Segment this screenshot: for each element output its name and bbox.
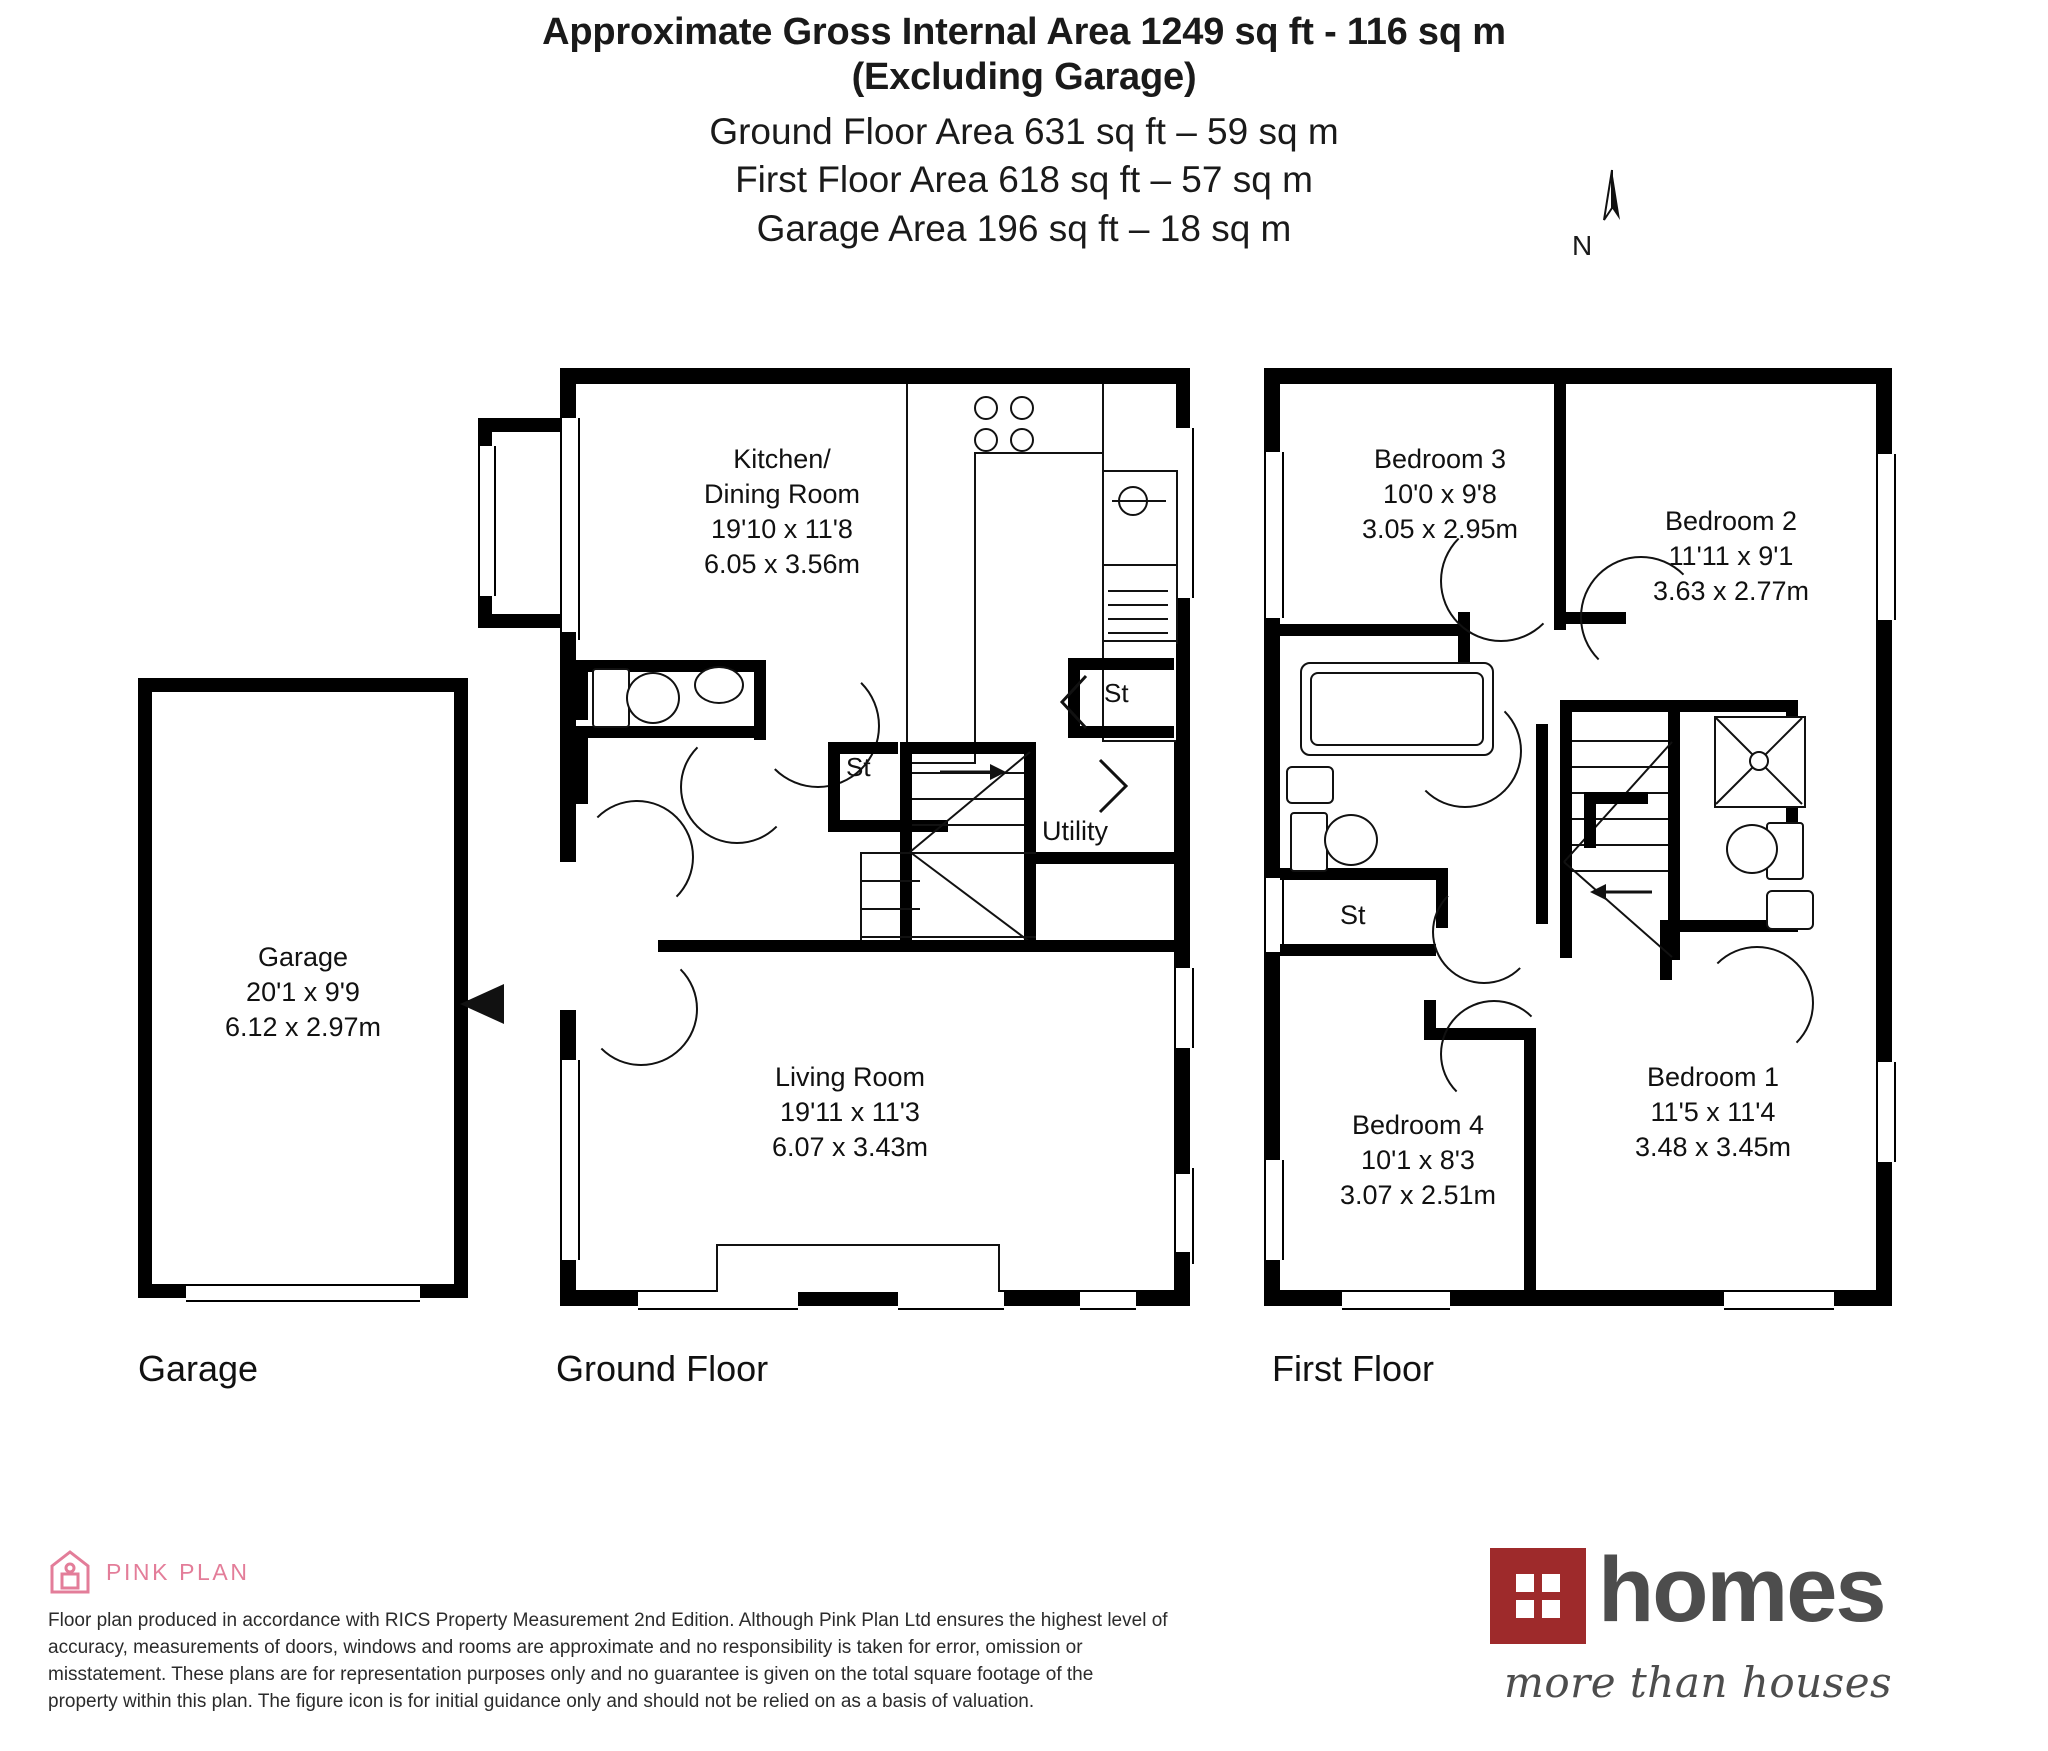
gf-window-left-upper: [560, 418, 580, 640]
ground-store-1-label: St: [846, 752, 871, 782]
wc-basin: [694, 666, 744, 704]
pink-plan-label: PINK PLAN: [106, 1558, 250, 1585]
gf-utility-divider: [1036, 852, 1176, 864]
gf-bay-window: [478, 446, 496, 596]
gf-window-bottom-3: [1080, 1290, 1136, 1310]
ff-window-bottom-2: [1724, 1290, 1834, 1310]
ff-wall-top: [1264, 368, 1892, 384]
ff-wall-left-low: [1264, 952, 1280, 1160]
homes-logo-word: homes: [1598, 1539, 1885, 1641]
garage-metric: 6.12 x 2.97m: [224, 1012, 382, 1043]
ff-window-left-bottom: [1264, 1160, 1284, 1260]
hall-door-arc-2: [580, 800, 694, 914]
living-imperial: 19'11 x 11'3: [780, 1097, 920, 1128]
homes-window-icon: [1490, 1548, 1586, 1644]
bedroom1-name: Bedroom 1: [1646, 1062, 1780, 1092]
header-title-line2: (Excluding Garage): [851, 55, 1197, 98]
caption-ground-floor: Ground Floor: [556, 1348, 769, 1389]
ff-window-bottom-1: [1342, 1290, 1450, 1310]
utility-door-icon: [1096, 756, 1130, 816]
kitchen-name-line1: Kitchen/: [733, 444, 831, 474]
ff-wall-landing-top: [1560, 700, 1680, 712]
ff-wall-bottom-3: [1834, 1290, 1892, 1306]
gf-window-bottom-2: [898, 1290, 1004, 1310]
garage-area: Garage Area 196 sq ft – 18 sq m: [756, 208, 1292, 250]
gf-wall-left-lower2: [560, 1010, 576, 1060]
gf-window-left-living: [560, 1060, 580, 1260]
kitchen-name-line2: Dining Room: [703, 479, 861, 510]
hob-ring-3: [974, 428, 998, 452]
pink-plan-house-icon: [48, 1548, 92, 1596]
room-label-bedroom1: [1578, 1060, 1848, 1165]
hob-ring-2: [1010, 396, 1034, 420]
gf-st-wall-left: [828, 742, 840, 832]
bedroom2-name: Bedroom 2: [1664, 506, 1798, 536]
gf-stair-up-arrow-icon: [940, 758, 1010, 786]
garage-wall-top: [138, 678, 468, 692]
kitchen-sink-unit: [1102, 470, 1178, 568]
appliance-line-2: [1108, 604, 1168, 606]
caption-garage: Garage: [138, 1348, 259, 1389]
homes-logo-tagline: more than houses: [1504, 1658, 1893, 1707]
garage-wall-bottom-left: [138, 1284, 186, 1298]
garage-door-opening: [186, 1284, 420, 1302]
bedroom4-imperial: 10'1 x 8'3: [1361, 1145, 1475, 1176]
gf-wall-bottom-mid: [798, 1290, 898, 1306]
kitchen-imperial: 19'10 x 11'8: [711, 514, 853, 545]
room-label-kitchen-dining: [612, 442, 952, 582]
bedroom1-imperial: 11'5 x 11'4: [1650, 1097, 1776, 1128]
ground-store-2-label: St: [1104, 678, 1129, 708]
bedroom3-metric: 3.05 x 2.95m: [1361, 514, 1519, 545]
gf-window-right-living: [1174, 1168, 1194, 1264]
bedroom1-metric: 3.48 x 3.45m: [1634, 1132, 1792, 1163]
garage-connector-arrow-icon: [460, 978, 520, 1030]
caption-first-floor: First Floor: [1272, 1348, 1434, 1389]
gf-wall-right-notch: [1174, 1160, 1190, 1174]
homes-logo: [1490, 1538, 2010, 1728]
wc-wall-left2: [576, 738, 588, 804]
bath-toilet: [1324, 814, 1378, 866]
gf-patio-door: [716, 1244, 1000, 1292]
ff-wall-left-top: [1264, 368, 1280, 452]
ff-wall-right-top: [1876, 368, 1892, 454]
gf-st2-door-icon: [1058, 672, 1088, 732]
bedroom3-imperial: 10'0 x 9'8: [1383, 479, 1497, 510]
gf-wall-top: [560, 368, 1190, 384]
ff-wall-right-bottom: [1876, 1162, 1892, 1306]
ff-stair-down-arrow-icon: [1586, 878, 1656, 906]
gf-wall-left-mid: [560, 632, 576, 682]
appliance-line-1: [1108, 590, 1168, 592]
appliance-line-4: [1108, 632, 1168, 634]
homes-logo-mark-icon: [1490, 1548, 1586, 1644]
wc-wall-left: [576, 660, 588, 720]
disclaimer-text: Floor plan produced in accordance with RICS Property Measurement 2nd Edition. Although Pink Plan Ltd ensures the highest level of accuracy, measurements of doors, windows and rooms are approximate and no responsibility is taken for error, omission or misstatement. These plans are for representation purposes only and no guarantee is given on the total square footage of the property within this plan. The figure icon is for initial guidance only and should not be relied on as a basis of valuation.: [48, 1610, 1168, 1712]
room-label-living: [680, 1060, 1020, 1165]
ensuite-basin: [1766, 890, 1814, 930]
gf-bay-left-top: [478, 418, 492, 446]
gf-bay-bottom: [478, 614, 562, 628]
bed4-door-arc: [1440, 1000, 1548, 1108]
garage-wall-bottom-right: [420, 1284, 468, 1298]
gf-window-bottom-1: [638, 1290, 798, 1310]
ff-window-right-low: [1876, 1062, 1896, 1162]
bedroom4-metric: 3.07 x 2.51m: [1339, 1180, 1497, 1211]
gf-wall-right-top: [1174, 368, 1190, 428]
bed1-door-arc: [1700, 946, 1814, 1060]
store-door-arc: [1432, 880, 1536, 984]
compass-north-label: N: [1572, 230, 1593, 261]
hob-ring-1: [974, 396, 998, 420]
ground-floor-area: Ground Floor Area 631 sq ft – 59 sq m: [709, 110, 1339, 152]
room-label-bedroom3: [1310, 442, 1570, 547]
ff-wall-bottom-1: [1264, 1290, 1342, 1306]
ff-window-left-top: [1264, 452, 1284, 618]
gf-wall-bottom-right: [1136, 1290, 1190, 1306]
header-title-line1: Approximate Gross Internal Area 1249 sq ft - 116 sq m: [542, 11, 1506, 53]
ff-wall-bottom-2: [1450, 1290, 1724, 1306]
ff-window-left-mid: [1264, 878, 1284, 952]
gf-stair-edge: [860, 852, 862, 940]
ff-stair-diagonals: [1560, 712, 1690, 962]
gf-wall-bottom-mid2: [1004, 1290, 1080, 1306]
wc-toilet: [626, 672, 680, 724]
ff-window-right-top: [1876, 454, 1896, 620]
gf-wall-left-lower1: [560, 682, 576, 862]
ff-wall-shower-top: [1668, 700, 1798, 712]
kitchen-sink-line: [1112, 500, 1166, 502]
gf-st2-wall-top: [1068, 658, 1174, 670]
appliance-line-3: [1108, 618, 1168, 620]
ff-stair-landing-wall2: [1584, 792, 1596, 848]
first-floor-area: First Floor Area 618 sq ft – 57 sq m: [735, 159, 1313, 201]
ff-wall-st-bottom: [1280, 944, 1436, 956]
ff-wall-landing-right: [1536, 724, 1548, 924]
gf-wall-right-living: [1174, 1048, 1190, 1168]
room-label-garage: [150, 940, 456, 1045]
shower-cross-icon: [1714, 716, 1804, 806]
garage-name: Garage: [257, 942, 349, 972]
bedroom2-imperial: 11'11 x 9'1: [1668, 541, 1794, 572]
utility-label: Utility: [1042, 816, 1108, 846]
bedroom3-name: Bedroom 3: [1373, 444, 1507, 474]
bathroom-door-arc: [1408, 694, 1522, 808]
bedroom2-metric: 3.63 x 2.77m: [1652, 576, 1810, 607]
living-metric: 6.07 x 3.43m: [771, 1132, 929, 1163]
gf-wall-right-utility: [1174, 828, 1190, 968]
bath-basin: [1286, 766, 1334, 804]
room-label-bedroom2: [1596, 504, 1866, 609]
ensuite-toilet: [1726, 824, 1778, 874]
bath-cistern: [1290, 812, 1328, 872]
first-store-label: St: [1340, 900, 1366, 930]
gf-wall-left-top-stub: [560, 368, 576, 418]
bedroom4-name: Bedroom 4: [1351, 1110, 1485, 1140]
wc-cistern: [592, 668, 630, 728]
gf-wall-bottom-left: [560, 1290, 638, 1306]
garage-imperial: 20'1 x 9'9: [246, 977, 360, 1008]
ff-wall-left-mid: [1264, 618, 1280, 878]
kitchen-metric: 6.05 x 3.56m: [703, 549, 861, 580]
gf-window-right-mid: [1174, 968, 1194, 1048]
ff-wall-bath-top: [1280, 624, 1470, 636]
gf-living-divider: [658, 940, 1174, 952]
living-name: Living Room: [774, 1062, 926, 1092]
pink-plan-branding: [48, 1548, 250, 1596]
room-label-bedroom4: [1288, 1108, 1548, 1213]
hob-ring-4: [1010, 428, 1034, 452]
living-door-arc: [584, 952, 698, 1066]
